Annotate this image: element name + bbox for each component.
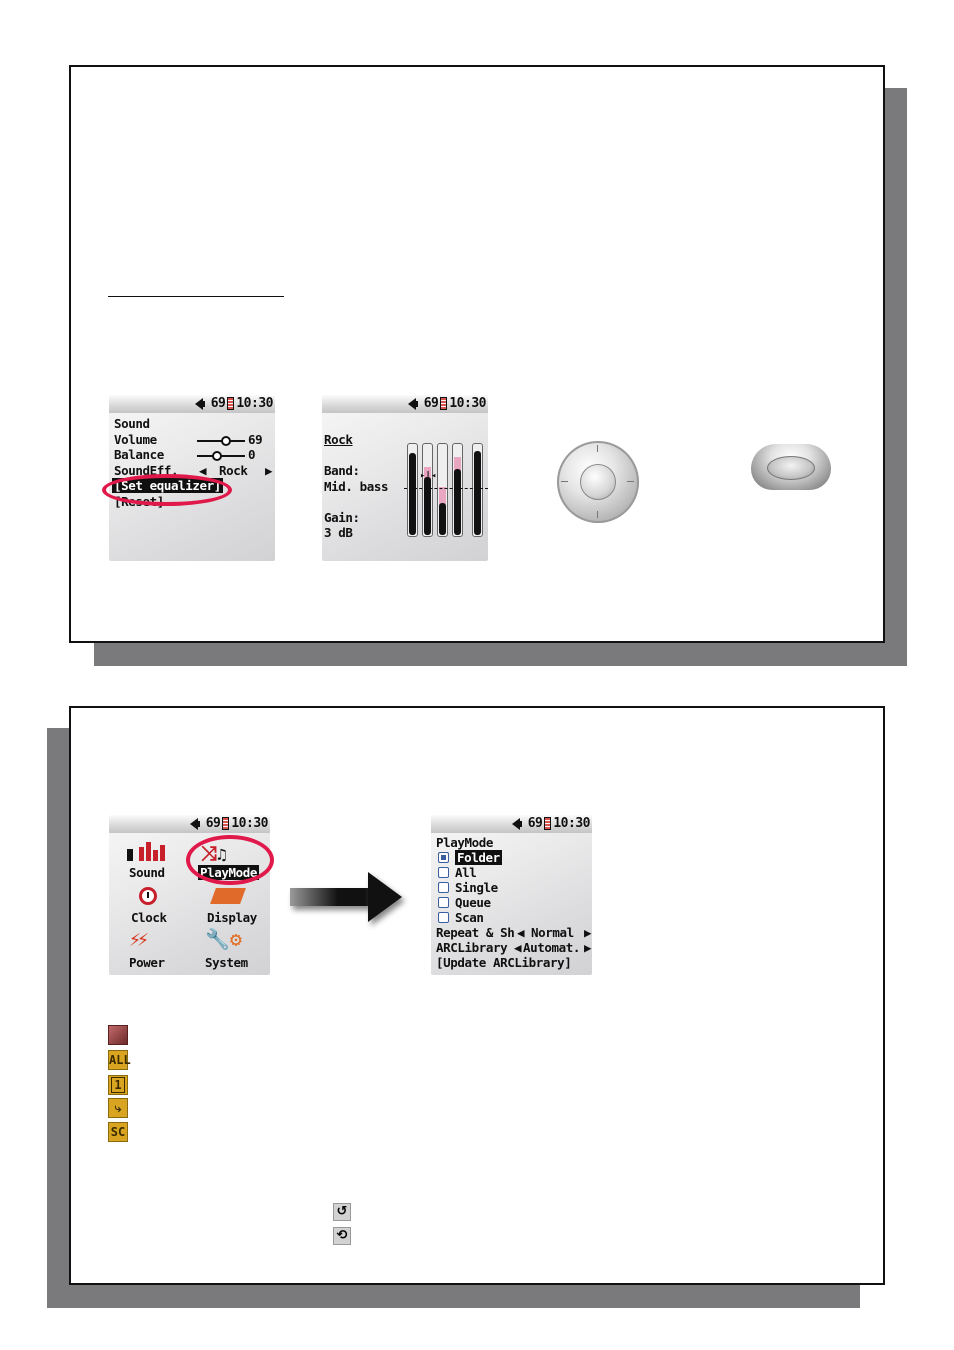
screen-title: Sound	[114, 416, 150, 431]
volume-level: 69	[423, 396, 439, 411]
eq-band-5-level	[474, 451, 481, 535]
chevron-right-icon[interactable]: ▶	[584, 940, 592, 955]
shuffle-icon: ⤨♫	[201, 841, 227, 865]
option-queue[interactable]: Queue	[438, 896, 491, 910]
volume-value: 69	[248, 432, 263, 447]
option-single[interactable]: Single	[438, 881, 498, 895]
speaker-icon	[512, 818, 520, 830]
joystick-up-mark	[597, 445, 598, 452]
chevron-right-icon[interactable]: ▶	[584, 925, 592, 940]
bottom-panel	[69, 706, 885, 1285]
headphone-icon	[127, 839, 167, 861]
chevron-left-icon[interactable]: ◀	[517, 925, 525, 940]
folder-mode-icon	[108, 1025, 128, 1045]
battery-icon	[227, 397, 234, 410]
joystick-down-mark	[597, 511, 598, 518]
checkbox-icon[interactable]	[438, 867, 449, 878]
menu-item-system[interactable]: System	[205, 955, 248, 970]
highlight-ring	[102, 474, 232, 506]
balance-label[interactable]: Balance	[114, 447, 164, 462]
checkbox-icon[interactable]	[438, 912, 449, 923]
clock-icon	[139, 887, 157, 905]
highlight-ring	[186, 835, 274, 885]
sound-effect-label[interactable]: SoundEff.	[114, 463, 179, 478]
battery-icon	[440, 397, 447, 410]
reset-button[interactable]: [Reset]	[114, 494, 164, 509]
equalizer-screen	[322, 395, 488, 561]
play-button-image	[751, 444, 831, 490]
status-area	[408, 396, 486, 411]
option-scan[interactable]: Scan	[438, 911, 484, 925]
arrow-right-icon	[290, 872, 410, 922]
set-equalizer-button[interactable]: [Set equalizer]	[114, 478, 221, 493]
scan-mode-icon: SC	[108, 1122, 128, 1142]
status-area	[195, 396, 273, 411]
arclibrary-label[interactable]: ARCLibrary	[436, 940, 508, 955]
eq-band-1-level	[409, 453, 416, 535]
band-cursor-icon: ▸|◂	[420, 471, 437, 481]
gain-value: 3 dB	[324, 525, 353, 540]
volume-level: 69	[205, 816, 221, 831]
menu-item-power[interactable]: Power	[129, 955, 165, 970]
status-area	[190, 816, 268, 831]
heading-underline	[108, 296, 284, 297]
balance-value: 0	[248, 447, 256, 462]
checkbox-icon[interactable]	[438, 882, 449, 893]
eq-preset-name: Rock	[324, 432, 353, 447]
display-icon	[210, 888, 246, 904]
repeat-shuffle-value: Normal	[531, 925, 574, 940]
clock-time: 10:30	[449, 396, 486, 411]
status-area	[512, 816, 590, 831]
clock-time: 10:30	[553, 816, 590, 831]
power-lightning-icon: ⚡⚡	[129, 927, 146, 951]
clock-time: 10:30	[236, 396, 273, 411]
chevron-left-icon[interactable]: ◀	[199, 463, 207, 478]
speaker-icon	[195, 398, 203, 410]
single-mode-icon: 1	[108, 1075, 128, 1095]
chevron-left-icon[interactable]: ◀	[514, 940, 522, 955]
speaker-icon	[408, 398, 416, 410]
queue-mode-icon: ⤷	[108, 1098, 128, 1118]
all-mode-icon: ALL	[108, 1050, 128, 1070]
band-value: Mid. bass	[324, 479, 389, 494]
repeat-icon: ↺	[333, 1203, 351, 1221]
option-folder[interactable]: Folder	[438, 851, 502, 865]
zero-line	[404, 488, 488, 489]
shuffle-repeat-icon: ⟲	[333, 1227, 351, 1245]
joystick-right-mark	[627, 481, 634, 482]
volume-label[interactable]: Volume	[114, 432, 157, 447]
gain-label: Gain:	[324, 510, 360, 525]
eq-band-4-level	[454, 469, 461, 535]
menu-item-playmode[interactable]: PlayMode	[200, 865, 258, 880]
eq-band-2-level	[424, 477, 431, 535]
option-all[interactable]: All	[438, 866, 476, 880]
joystick-left-mark	[561, 481, 568, 482]
menu-item-sound[interactable]: Sound	[129, 865, 165, 880]
joystick-pad-image	[557, 441, 639, 523]
joystick-center	[580, 464, 616, 500]
arclibrary-value: Automat.	[523, 940, 581, 955]
eq-band-3-level	[439, 503, 446, 535]
sound-effect-value: Rock	[219, 463, 248, 478]
checkbox-icon[interactable]	[438, 897, 449, 908]
clock-time: 10:30	[231, 816, 268, 831]
speaker-icon	[190, 818, 198, 830]
screen-title: PlayMode	[436, 835, 494, 850]
menu-item-clock[interactable]: Clock	[131, 910, 167, 925]
playmode-screen	[431, 815, 592, 975]
volume-level: 69	[527, 816, 543, 831]
checkbox-checked-icon[interactable]	[438, 852, 449, 863]
update-arclibrary-button[interactable]: [Update ARCLibrary]	[436, 955, 572, 970]
volume-level: 69	[210, 396, 226, 411]
balance-knob[interactable]	[212, 451, 222, 461]
system-wrench-icon: 🔧⚙	[205, 927, 242, 951]
repeat-shuffle-label[interactable]: Repeat & Sh	[436, 925, 515, 940]
battery-icon	[222, 817, 229, 830]
battery-icon	[544, 817, 551, 830]
volume-knob[interactable]	[221, 436, 231, 446]
chevron-right-icon[interactable]: ▶	[265, 463, 273, 478]
play-button-inset	[767, 456, 815, 480]
band-label: Band:	[324, 463, 360, 478]
menu-item-display[interactable]: Display	[207, 910, 257, 925]
